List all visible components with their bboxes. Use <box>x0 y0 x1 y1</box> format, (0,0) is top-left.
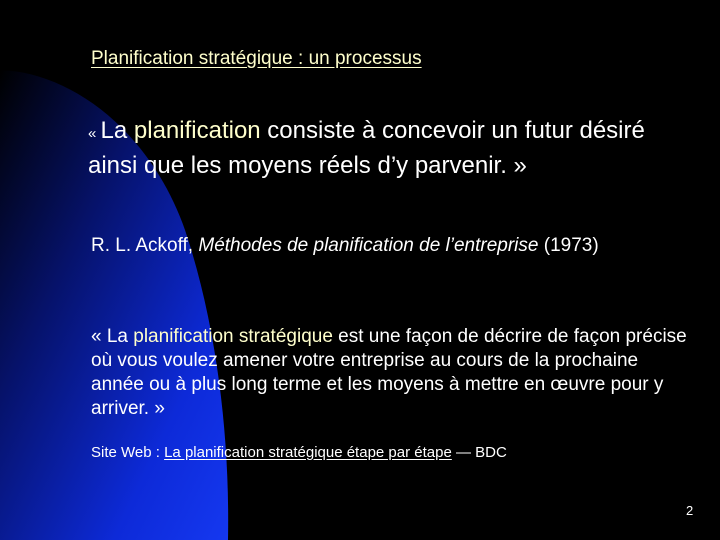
source-prefix: Site Web : <box>91 444 165 461</box>
quote-ackoff-highlight: planification <box>133 117 261 144</box>
quote-bdc-rest: est une façon de décrire de façon précise où vous voulez amener votre entreprise au cours de la prochaine année ou à plus long terme et les moyens à mettre en œuvre pour y arriver. » <box>91 326 687 419</box>
quote-bdc <box>91 325 691 421</box>
quote-ackoff-rest: consiste à concevoir un futur désiré ainsi que les moyens réels d’y parvenir. » <box>88 117 645 179</box>
citation-year: (1973) <box>538 235 599 256</box>
quote-ackoff <box>88 115 688 182</box>
quote-ackoff-start: La <box>100 117 134 144</box>
citation-author: R. L. Ackoff, <box>91 235 199 256</box>
source-line <box>91 444 691 461</box>
page-number: 2 <box>686 503 694 518</box>
source-suffix: — BDC <box>451 444 507 461</box>
quote-bdc-highlight: planification stratégique <box>133 326 333 347</box>
citation <box>91 234 691 258</box>
quote-open-mark: « <box>88 125 101 142</box>
source-link[interactable]: La planification stratégique étape par étape <box>164 444 452 461</box>
quote-bdc-start: « La <box>91 326 134 347</box>
citation-book: Méthodes de planification de l’entreprise <box>198 235 539 256</box>
slide-title: Planification stratégique : un processus <box>91 48 422 69</box>
